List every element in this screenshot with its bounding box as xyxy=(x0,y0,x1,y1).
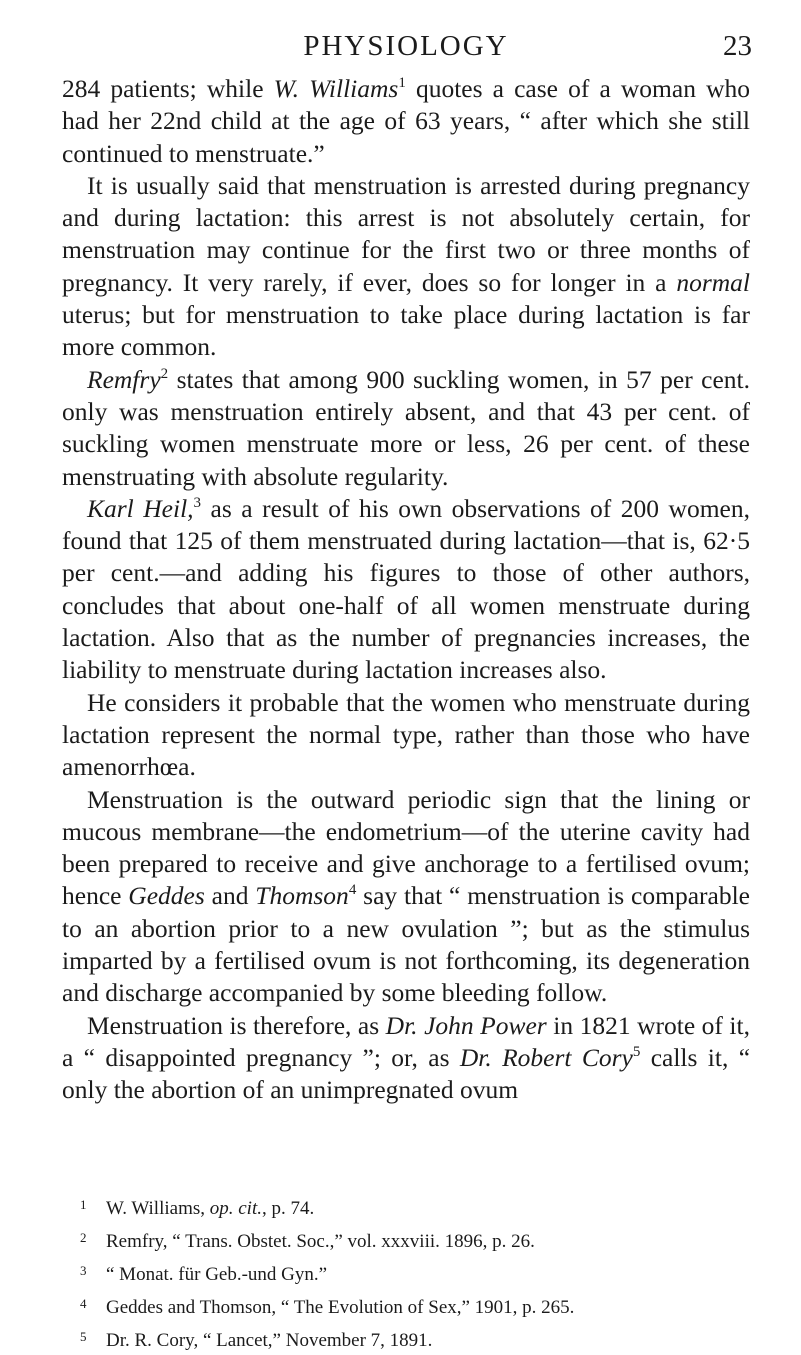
text-run: Remfry, “ Trans. Obstet. Soc.,” vol. xxxviii. 1896, p. 26. xyxy=(106,1231,535,1252)
footnote-reference: 1 xyxy=(398,75,406,91)
paragraph xyxy=(62,1010,750,1107)
body-text xyxy=(62,73,750,1107)
paragraph xyxy=(62,73,750,170)
footnote-number: 1 xyxy=(80,1197,87,1212)
italic-text: Dr. Robert Cory xyxy=(459,1042,633,1072)
text-run: W. Williams, xyxy=(106,1198,210,1219)
text-run: and xyxy=(204,881,256,911)
text-run: states that among 900 suckling women, in 57 per cent. only was menstruation entirely absent, and that 43 per cent. of suckling women menstruate more or less, 26 per cent. of these menstruating with absolute regularity. xyxy=(62,364,750,491)
text-run: 284 patients; while xyxy=(62,74,274,103)
footnote-number: 5 xyxy=(80,1329,87,1344)
footnote-reference: 2 xyxy=(160,365,169,382)
italic-text: Thomson xyxy=(255,881,349,911)
text-run: uterus; but for menstruation to take place during lactation is far more common. xyxy=(62,300,750,362)
running-head: PHYSIOLOGY xyxy=(303,30,509,62)
footnote-reference: 5 xyxy=(632,1043,641,1060)
italic-text: Geddes xyxy=(128,881,205,911)
text-run: quotes a case of a woman who had her 22nd child at the age of 63 years, “ after which she still continued to menstruate.” xyxy=(62,74,750,168)
text-run: “ Monat. für Geb.-und Gyn.” xyxy=(106,1264,328,1285)
paragraph xyxy=(62,170,750,364)
italic-text: W. Williams xyxy=(273,74,399,103)
text-run: He considers it probable that the women who menstruate during lactation represent the normal type, rather than those who have amenorrhœa. xyxy=(62,687,750,782)
text-run: Menstruation is the outward periodic sign that the lining or mucous membrane—the endometrium—of the uterine cavity had been prepared to receive and give anchorage to a fertilised ovum; hence xyxy=(62,784,750,911)
italic-text: normal xyxy=(676,267,750,297)
paragraph xyxy=(62,364,750,493)
paragraph xyxy=(62,687,750,784)
text-run: Menstruation is therefore, as xyxy=(87,1010,386,1040)
footnote xyxy=(80,1256,750,1289)
text-run: Geddes and Thomson, “ The Evolution of Sex,” 1901, p. 265. xyxy=(106,1297,575,1318)
italic-text: op. cit. xyxy=(209,1198,262,1219)
footnote xyxy=(80,1322,750,1355)
footnote-number: 2 xyxy=(80,1230,87,1245)
text-run: as a result of his own observations of 200 women, found that 125 of them menstruated during lactation—that is, 62·5 per cent.—and adding his figures to those of other authors, concludes that about one-half of all women menstruate during lactation. Also that as the number of pregnancies increases, the liability to menstruate during lactation increases also. xyxy=(62,493,750,685)
italic-text: Dr. John Power xyxy=(385,1010,547,1040)
footnote xyxy=(80,1190,750,1223)
page-header xyxy=(60,30,752,70)
text-run: , p. 74. xyxy=(262,1198,315,1219)
footnote xyxy=(80,1223,750,1256)
footnote-reference: 4 xyxy=(348,882,357,899)
text-run: calls it, “ only the abortion of an unimpregnated ovum xyxy=(62,1042,751,1105)
italic-text: Karl Heil, xyxy=(87,493,194,523)
footnote-number: 4 xyxy=(80,1296,87,1311)
paragraph xyxy=(62,784,750,1010)
paragraph xyxy=(62,493,750,687)
italic-text: Remfry xyxy=(87,364,161,394)
footnote-number: 3 xyxy=(80,1263,87,1278)
text-run: It is usually said that menstruation is arrested during pregnancy and during lactation: this arrest is not absolutely certain, for menstruation may continue for the first two or three months of pregnancy. It very rarely, if ever, does so for longer in a xyxy=(62,170,750,297)
footnote-reference: 3 xyxy=(193,494,202,511)
footnote xyxy=(80,1289,750,1322)
text-run: say that “ menstruation is comparable to an abortion prior to a new ovulation ”; but as the stimulus imparted by a fertilised ovum is not forthcoming, its degeneration and discharge accompanied by some bleeding follow. xyxy=(62,881,750,1008)
text-run: Dr. R. Cory, “ Lancet,” November 7, 1891. xyxy=(106,1330,433,1351)
footnotes xyxy=(80,1190,750,1355)
text-run: in 1821 wrote of it, a “ disappointed pregnancy ”; or, as xyxy=(62,1010,750,1072)
page-number: 23 xyxy=(723,30,752,62)
